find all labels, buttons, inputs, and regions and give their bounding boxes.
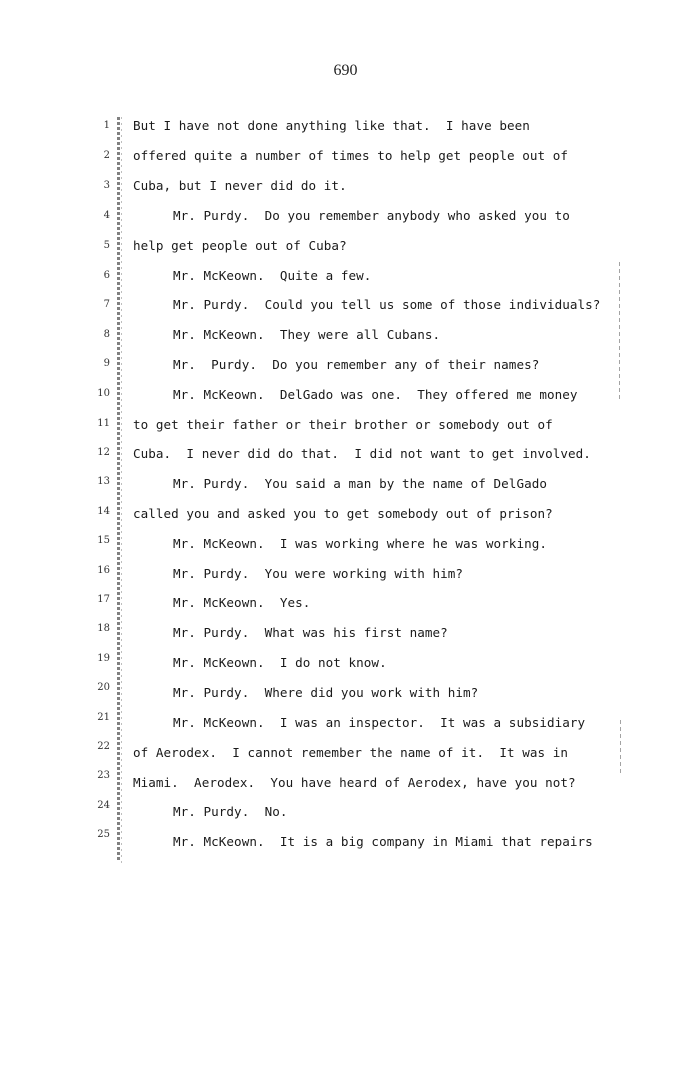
line-number: 5 bbox=[103, 240, 110, 251]
line-number: 1 bbox=[103, 120, 110, 131]
line-number: 17 bbox=[97, 594, 110, 605]
transcript-line: called you and asked you to get somebody out of prison? bbox=[133, 506, 553, 521]
transcript-line: Mr. McKeown. They were all Cubans. bbox=[173, 327, 441, 342]
transcript-line: Cuba, but I never did do it. bbox=[133, 178, 347, 193]
transcript-line: of Aerodex. I cannot remember the name of it. It was in bbox=[133, 745, 569, 760]
line-number: 6 bbox=[103, 270, 110, 281]
line-number: 23 bbox=[97, 770, 110, 781]
transcript-line: Mr. McKeown. DelGado was one. They offered me money bbox=[173, 387, 578, 402]
transcript-line: help get people out of Cuba? bbox=[133, 238, 347, 253]
transcript-line: to get their father or their brother or somebody out of bbox=[133, 417, 553, 432]
line-number: 13 bbox=[97, 476, 110, 487]
line-number: 24 bbox=[97, 800, 110, 811]
line-number: 16 bbox=[97, 565, 110, 576]
transcript-line: Mr. Purdy. Do you remember any of their names? bbox=[173, 357, 540, 372]
transcript-line: Mr. McKeown. It is a big company in Miami that repairs bbox=[173, 834, 593, 849]
line-number: 18 bbox=[97, 623, 110, 634]
transcript-line: Mr. Purdy. Do you remember anybody who asked you to bbox=[173, 208, 570, 223]
right-margin-mark bbox=[619, 262, 620, 402]
line-number: 9 bbox=[103, 358, 110, 369]
transcript-line: Miami. Aerodex. You have heard of Aerodex, have you not? bbox=[133, 775, 576, 790]
transcript-line: Mr. Purdy. You were working with him? bbox=[173, 566, 464, 581]
line-number: 2 bbox=[103, 150, 110, 161]
line-number: 20 bbox=[97, 682, 110, 693]
transcript-line: Mr. Purdy. Could you tell us some of those individuals? bbox=[173, 297, 601, 312]
page-number: 690 bbox=[333, 62, 358, 79]
transcript-line: Mr. McKeown. Quite a few. bbox=[173, 268, 372, 283]
line-number: 11 bbox=[97, 418, 110, 429]
transcript-line: But I have not done anything like that. I have been bbox=[133, 118, 530, 133]
left-margin-rule bbox=[117, 117, 120, 862]
line-number: 12 bbox=[97, 447, 110, 458]
transcript-line: Mr. McKeown. I do not know. bbox=[173, 655, 387, 670]
line-number: 22 bbox=[97, 741, 110, 752]
transcript-line: offered quite a number of times to help get people out of bbox=[133, 148, 569, 163]
line-number: 15 bbox=[97, 535, 110, 546]
transcript-line: Mr. Purdy. What was his first name? bbox=[173, 625, 448, 640]
transcript-line: Mr. Purdy. No. bbox=[173, 804, 288, 819]
line-number: 7 bbox=[103, 299, 110, 310]
line-number: 8 bbox=[103, 329, 110, 340]
line-number: 4 bbox=[103, 210, 110, 221]
transcript-line: Cuba. I never did do that. I did not want to get involved. bbox=[133, 446, 591, 461]
line-number: 25 bbox=[97, 829, 110, 840]
transcript-line: Mr. Purdy. You said a man by the name of DelGado bbox=[173, 476, 547, 491]
line-number: 10 bbox=[97, 388, 110, 399]
line-number: 3 bbox=[103, 180, 110, 191]
left-margin-rule-secondary bbox=[121, 117, 122, 867]
line-number: 14 bbox=[97, 506, 110, 517]
line-number: 21 bbox=[97, 712, 110, 723]
right-margin-mark-lower bbox=[620, 720, 621, 775]
transcript-line: Mr. McKeown. I was working where he was working. bbox=[173, 536, 547, 551]
line-number: 19 bbox=[97, 653, 110, 664]
transcript-line: Mr. Purdy. Where did you work with him? bbox=[173, 685, 479, 700]
transcript-line: Mr. McKeown. I was an inspector. It was a subsidiary bbox=[173, 715, 586, 730]
transcript-line: Mr. McKeown. Yes. bbox=[173, 595, 311, 610]
